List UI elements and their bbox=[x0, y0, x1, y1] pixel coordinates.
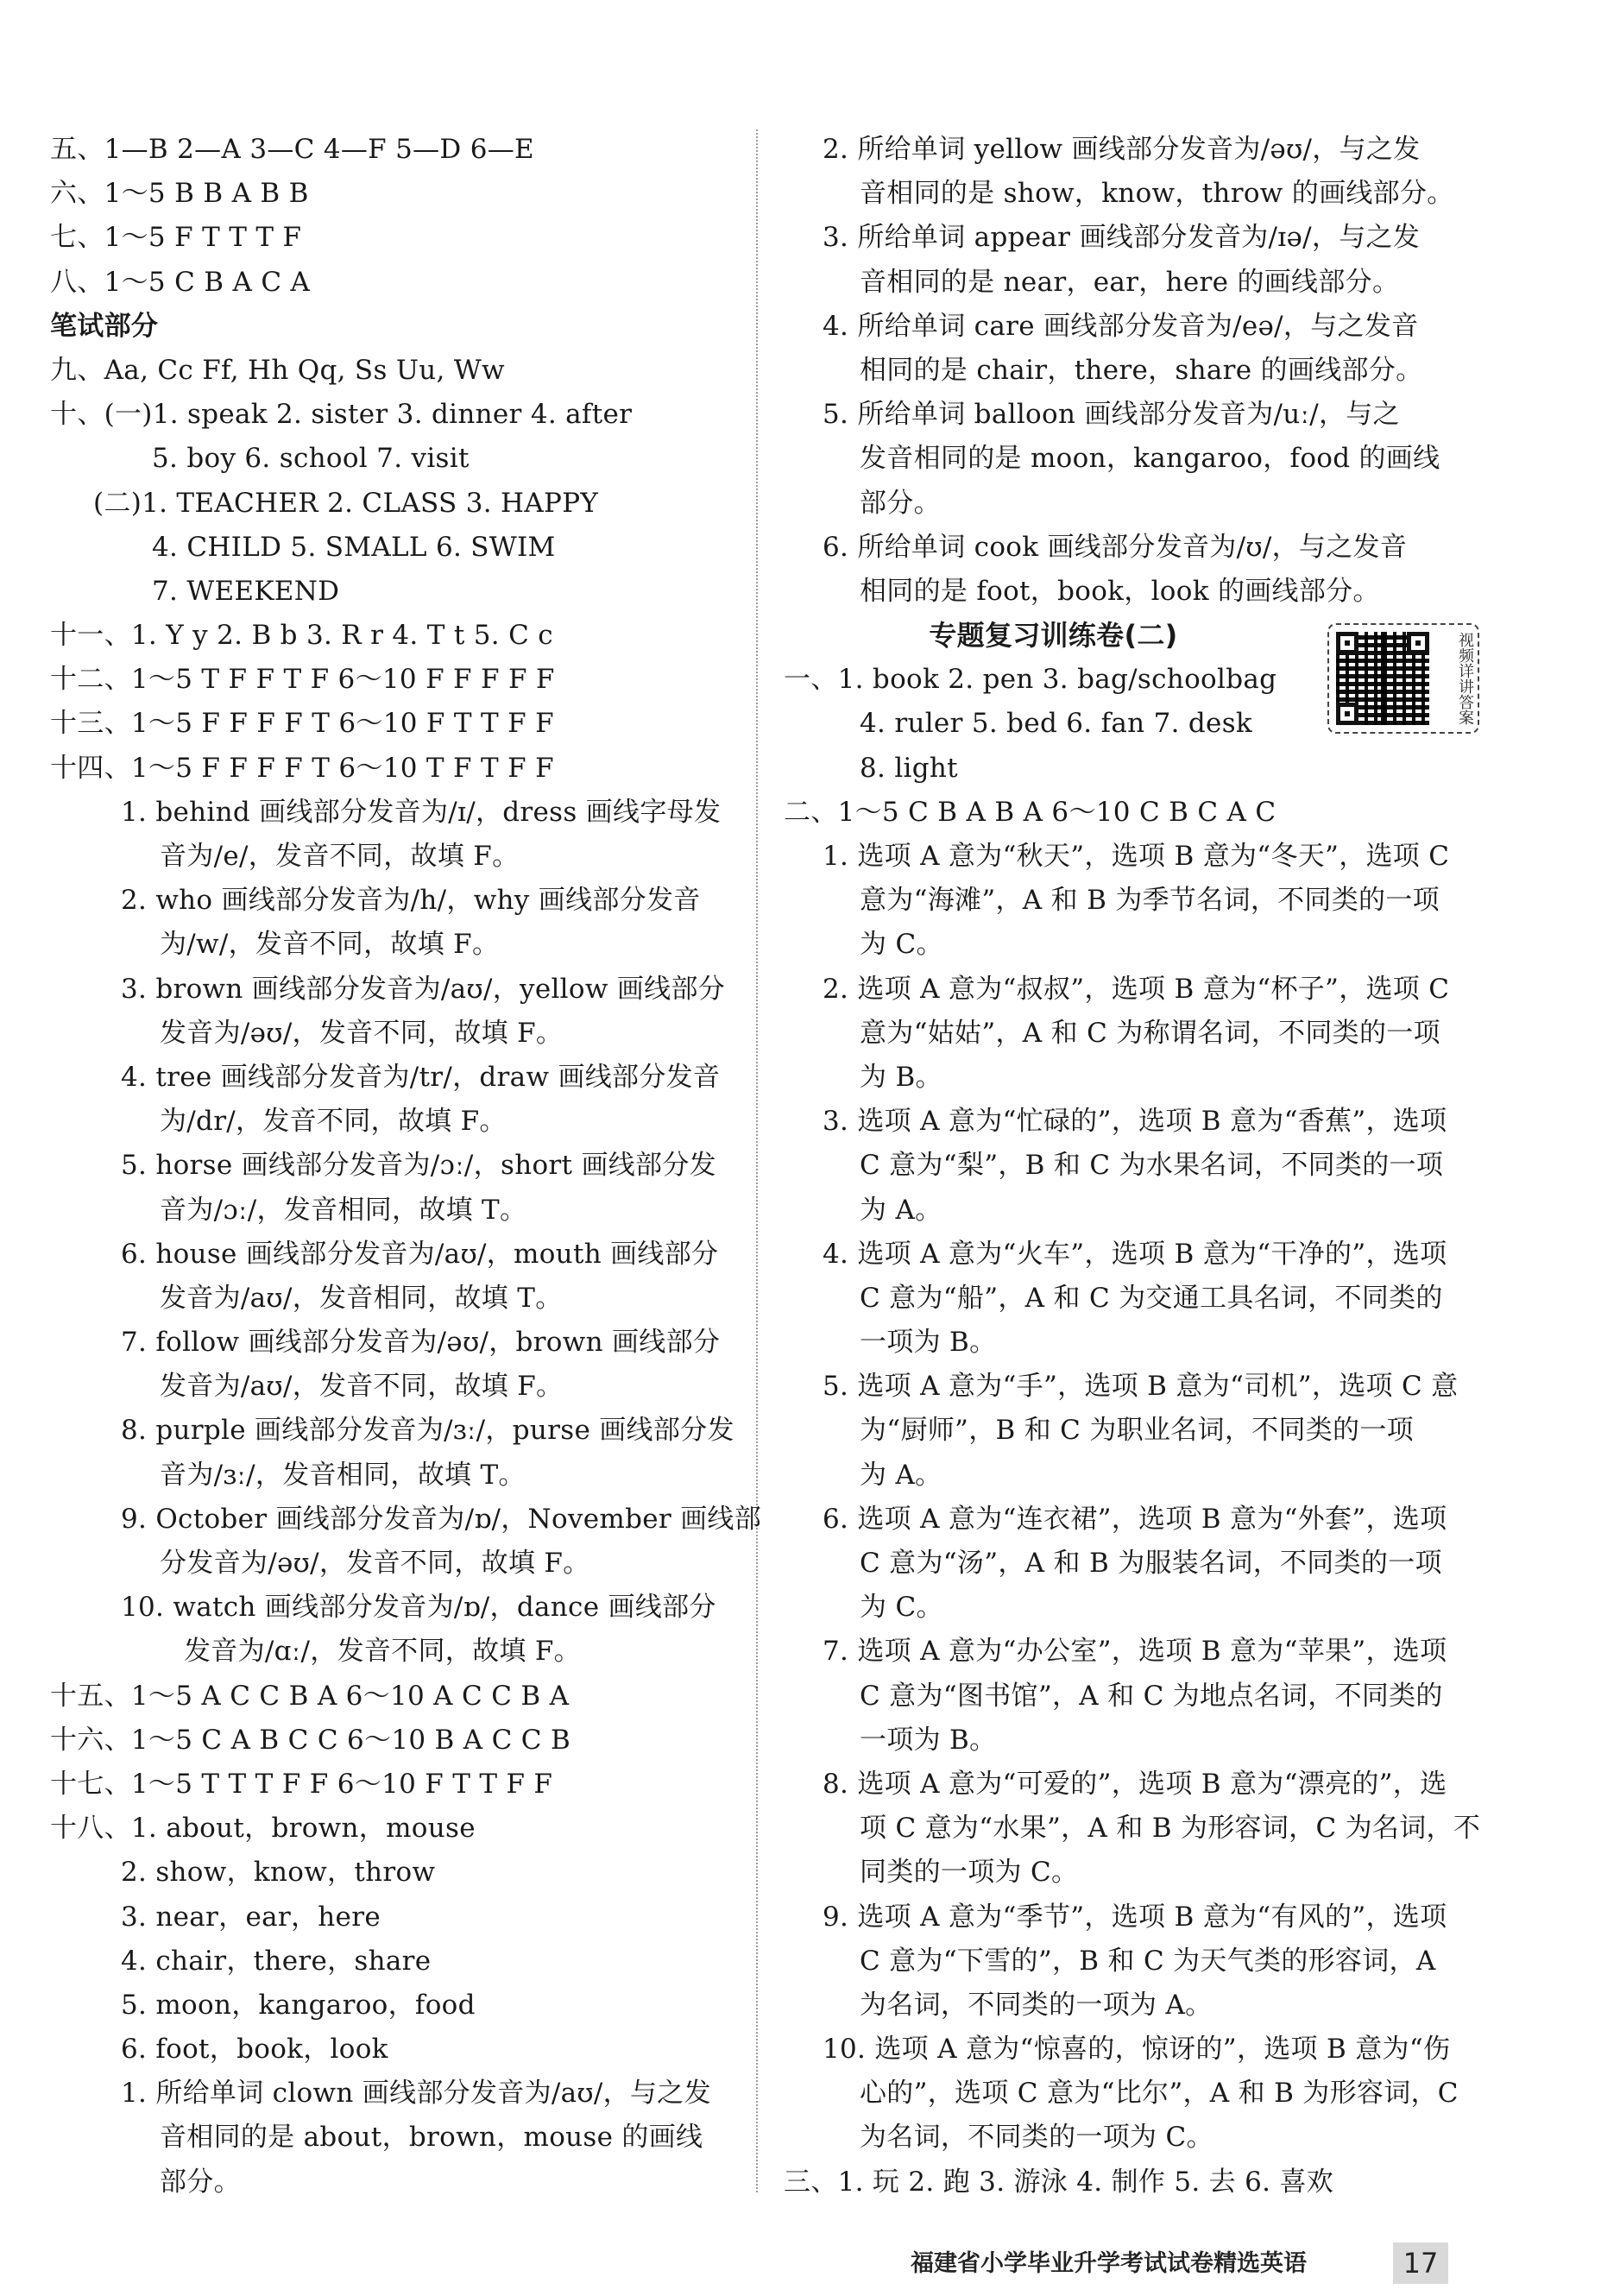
left-line: 1. 所给单词 clown 画线部分发音为/aʊ/，与之发 bbox=[121, 2078, 711, 2110]
left-line: 为/dr/，发音不同，故填 F。 bbox=[160, 1106, 507, 1138]
right-line: 意为“姑姑”，A 和 C 为称谓名词，不同类的一项 bbox=[860, 1017, 1440, 1049]
left-column bbox=[50, 128, 762, 2205]
left-line: 2. who 画线部分发音为/h/，why 画线部分发音 bbox=[121, 885, 701, 917]
left-line: 4. chair，there，share bbox=[121, 1945, 432, 1977]
left-line: 2. show，know，throw bbox=[121, 1857, 436, 1889]
left-line: 9. October 画线部分发音为/ɒ/，November 画线部 bbox=[121, 1503, 762, 1535]
right-line: 2. 所给单词 yellow 画线部分发音为/əʊ/，与之发 bbox=[823, 134, 1421, 165]
left-line: 分发音为/əʊ/，发音不同，故填 F。 bbox=[160, 1548, 590, 1579]
right-line: 为名词，不同类的一项为 C。 bbox=[860, 2122, 1213, 2154]
right-line: 8. light bbox=[860, 752, 958, 784]
left-line: 7. follow 画线部分发音为/əʊ/，brown 画线部分 bbox=[121, 1327, 721, 1359]
left-line: 8. purple 画线部分发音为/ɜː/，purse 画线部分发 bbox=[121, 1415, 734, 1447]
right-line: 3. 选项 A 意为“忙碌的”，选项 B 意为“香蕉”，选项 bbox=[823, 1106, 1447, 1138]
right-line: 9. 选项 A 意为“季节”，选项 B 意为“有风的”，选项 bbox=[823, 1901, 1447, 1933]
left-line: 十四、1～5 F F F F T 6～10 T F T F F bbox=[50, 752, 554, 784]
right-line: 6. 所给单词 cook 画线部分发音为/ʊ/，与之发音 bbox=[823, 531, 1408, 563]
right-line: 10. 选项 A 意为“惊喜的，惊讶的”，选项 B 意为“伤 bbox=[823, 2034, 1451, 2066]
right-line: 音相同的是 show，know，throw 的画线部分。 bbox=[860, 178, 1454, 210]
right-line: 7. 选项 A 意为“办公室”，选项 B 意为“苹果”，选项 bbox=[823, 1636, 1447, 1668]
left-line: 五、1—B 2—A 3—C 4—F 5—D 6—E bbox=[50, 134, 534, 165]
right-line: 二、1～5 C B A B A 6～10 C B C A C bbox=[784, 796, 1276, 828]
right-line: 意为“海滩”，A 和 B 为季节名词，不同类的一项 bbox=[860, 885, 1440, 917]
left-line: 1. behind 画线部分发音为/ɪ/，dress 画线字母发 bbox=[121, 796, 722, 828]
right-line: 3. 所给单词 appear 画线部分发音为/ɪə/，与之发 bbox=[823, 222, 1421, 254]
left-line: 6. house 画线部分发音为/aʊ/，mouth 画线部分 bbox=[121, 1238, 719, 1270]
left-line: 九、Aa, Cc Ff, Hh Qq, Ss Uu, Ww bbox=[50, 354, 505, 386]
left-line: 十一、1. Y y 2. B b 3. R r 4. T t 5. C c bbox=[50, 620, 553, 652]
right-line: 6. 选项 A 意为“连衣裙”，选项 B 意为“外套”，选项 bbox=[823, 1503, 1447, 1535]
right-line: 5. 所给单词 balloon 画线部分发音为/uː/，与之 bbox=[823, 399, 1400, 431]
left-line: 十五、1～5 A C C B A 6～10 A C C B A bbox=[50, 1680, 570, 1712]
left-line: 4. CHILD 5. SMALL 6. SWIM bbox=[152, 531, 556, 563]
left-line: 十、(一)1. speak 2. sister 3. dinner 4. after bbox=[50, 399, 633, 431]
left-line: 音为/e/，发音不同，故填 F。 bbox=[160, 841, 520, 872]
right-line: 8. 选项 A 意为“可爱的”，选项 B 意为“漂亮的”，选 bbox=[823, 1768, 1447, 1800]
right-line: 为 A。 bbox=[860, 1459, 942, 1491]
right-line: 为 B。 bbox=[860, 1061, 942, 1093]
left-line: 六、1～5 B B A B B bbox=[50, 178, 309, 210]
left-line: 发音为/aʊ/，发音相同，故填 T。 bbox=[160, 1282, 563, 1314]
right-line: 项 C 意为“水果”，A 和 B 为形容词，C 为名词，不 bbox=[860, 1813, 1481, 1845]
right-line: 三、1. 玩 2. 跑 3. 游泳 4. 制作 5. 去 6. 喜欢 bbox=[784, 2166, 1334, 2198]
column-divider bbox=[756, 129, 758, 2192]
right-line: C 意为“船”，A 和 C 为交通工具名词，不同类的 bbox=[860, 1282, 1443, 1314]
left-line: 5. horse 画线部分发音为/ɔː/，short 画线部分发 bbox=[121, 1150, 716, 1182]
right-line: 心的”，选项 C 意为“比尔”，A 和 B 为形容词，C bbox=[860, 2078, 1459, 2110]
qr-code-label: 视频详讲答案 bbox=[1456, 632, 1474, 725]
right-line: 为 C。 bbox=[860, 929, 943, 961]
left-line: 十八、1. about，brown，mouse bbox=[50, 1813, 476, 1845]
left-line: 发音为/əʊ/，发音不同，故填 F。 bbox=[160, 1017, 564, 1049]
right-line: C 意为“汤”，A 和 B 为服装名词，不同类的一项 bbox=[860, 1548, 1442, 1579]
left-line: 3. brown 画线部分发音为/aʊ/，yellow 画线部分 bbox=[121, 973, 726, 1005]
left-line: 十六、1～5 C A B C C 6～10 B A C C B bbox=[50, 1724, 571, 1756]
right-line: 同类的一项为 C。 bbox=[860, 1857, 1079, 1889]
right-line: 4. 所给单词 care 画线部分发音为/eə/，与之发音 bbox=[823, 310, 1419, 342]
left-line: 七、1～5 F T T T F bbox=[50, 222, 302, 254]
right-line: C 意为“下雪的”，B 和 C 为天气类的形容词，A bbox=[860, 1945, 1436, 1977]
right-line: 部分。 bbox=[860, 487, 941, 519]
right-line: 一项为 B。 bbox=[860, 1724, 997, 1756]
right-line: 音相同的是 near，ear，here 的画线部分。 bbox=[860, 266, 1400, 298]
left-line: 为/w/，发音不同，故填 F。 bbox=[160, 929, 500, 961]
left-line: 5. moon，kangaroo，food bbox=[121, 1989, 476, 2021]
left-line: 发音为/ɑː/，发音不同，故填 F。 bbox=[184, 1636, 581, 1668]
right-line: 1. 选项 A 意为“秋天”，选项 B 意为“冬天”，选项 C bbox=[823, 841, 1450, 872]
qr-code-icon bbox=[1336, 632, 1429, 725]
right-line: 为“厨师”，B 和 C 为职业名词，不同类的一项 bbox=[860, 1415, 1414, 1447]
right-line: 相同的是 foot，book，look 的画线部分。 bbox=[860, 575, 1380, 607]
left-line: 音为/ɔː/，发音相同，故填 T。 bbox=[160, 1194, 527, 1226]
right-line: 专题复习训练卷(二) bbox=[929, 619, 1178, 653]
right-line: 一、1. book 2. pen 3. bag/schoolbag bbox=[784, 664, 1277, 696]
book-title: 福建省小学毕业升学考试试卷精选英语 bbox=[911, 2250, 1307, 2277]
left-line: 6. foot，book，look bbox=[121, 2034, 388, 2066]
right-column bbox=[784, 128, 1481, 2205]
right-line: 4. ruler 5. bed 6. fan 7. desk bbox=[860, 708, 1252, 740]
left-line: 发音为/aʊ/，发音不同，故填 F。 bbox=[160, 1371, 564, 1403]
left-line: 10. watch 画线部分发音为/ɒ/，dance 画线部分 bbox=[121, 1592, 716, 1624]
right-line: 一项为 B。 bbox=[860, 1327, 997, 1359]
right-line: C 意为“图书馆”，A 和 C 为地点名词，不同类的 bbox=[860, 1680, 1443, 1712]
right-line: 相同的是 chair，there，share 的画线部分。 bbox=[860, 354, 1423, 386]
left-line: (二)1. TEACHER 2. CLASS 3. HAPPY bbox=[93, 487, 599, 519]
right-line: C 意为“梨”，B 和 C 为水果名词，不同类的一项 bbox=[860, 1150, 1444, 1182]
right-line: 2. 选项 A 意为“叔叔”，选项 B 意为“杯子”，选项 C bbox=[823, 973, 1450, 1005]
left-line: 笔试部分 bbox=[50, 310, 159, 342]
right-line: 为名词，不同类的一项为 A。 bbox=[860, 1989, 1213, 2021]
qr-code-box[interactable] bbox=[1327, 623, 1479, 734]
right-line: 5. 选项 A 意为“手”，选项 B 意为“司机”，选项 C 意 bbox=[823, 1371, 1459, 1403]
left-line: 音为/ɜː/，发音相同，故填 T。 bbox=[160, 1459, 526, 1491]
left-line: 5. boy 6. school 7. visit bbox=[152, 443, 470, 475]
right-line: 发音相同的是 moon，kangaroo，food 的画线 bbox=[860, 443, 1440, 475]
page-number: 17 bbox=[1393, 2242, 1448, 2284]
left-line: 十三、1～5 F F F F T 6～10 F T T F F bbox=[50, 708, 554, 740]
right-line: 为 C。 bbox=[860, 1592, 943, 1624]
right-line: 4. 选项 A 意为“火车”，选项 B 意为“干净的”，选项 bbox=[823, 1238, 1447, 1270]
left-line: 3. near，ear，here bbox=[121, 1901, 381, 1933]
left-line: 7. WEEKEND bbox=[152, 575, 340, 607]
left-line: 十二、1～5 T F F T F 6～10 F F F F F bbox=[50, 664, 555, 696]
left-line: 十七、1～5 T T T F F 6～10 F T T F F bbox=[50, 1768, 553, 1800]
right-line: 为 A。 bbox=[860, 1194, 942, 1226]
left-line: 4. tree 画线部分发音为/tr/，draw 画线部分发音 bbox=[121, 1061, 721, 1093]
left-line: 部分。 bbox=[160, 2166, 241, 2198]
left-line: 八、1～5 C B A C A bbox=[50, 266, 311, 298]
left-line: 音相同的是 about，brown，mouse 的画线 bbox=[160, 2122, 703, 2154]
